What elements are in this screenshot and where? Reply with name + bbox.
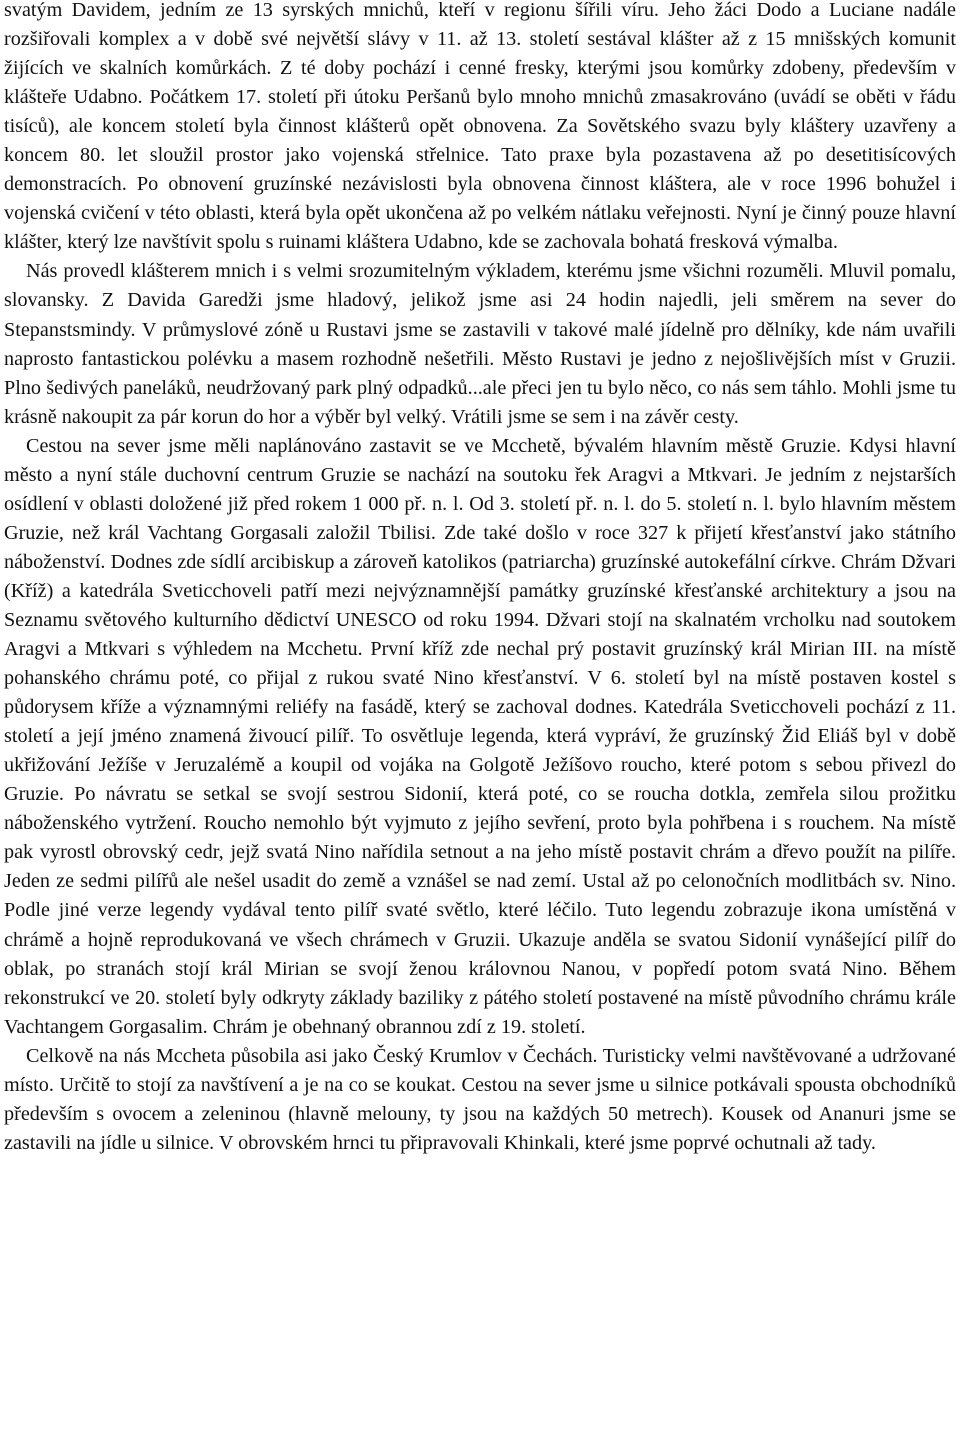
document-page: [4, 0, 956, 1158]
paragraph-mtskheta: Cestou na sever jsme měli naplánováno zastavit se ve Mcchetě, bývalém hlavním městě Gruzie. Kdysi hlavní město a nyní stále duchovní centrum Gruzie se nachází na soutoku řek Aragvi a Mtkvari. Je jedním z nejstarších osídlení v oblasti doložené již před rokem 1 000 př. n. l. Od 3. století př. n. l. do 5. století n. l. bylo hlavním městem Gruzie, než král Vachtang Gorgasali založil Tbilisi. Zde také došlo v roce 327 k přijetí křesťanství jako státního náboženství. Dodnes zde sídlí arcibiskup a zároveň katolikos (patriarcha) gruzínské autokefální církve. Chrám Džvari (Kříž) a katedrála Sveticchoveli patří mezi nejvýznamnější památky gruzínské křesťanské architektury a jsou na Seznamu světového kulturního dědictví UNESCO od roku 1994. Džvari stojí na skalnatém vrcholku nad soutokem Aragvi a Mtkvari s výhledem na Mcchetu. První kříž zde nechal prý postavit gruzínský král Mirian III. na místě pohanského chrámu poté, co přijal z rukou svaté Nino křesťanství. V 6. století byl na místě postaven kostel s půdorysem kříže a významnými reliéfy na fasádě, který se zachoval dodnes. Katedrála Sveticchoveli pochází z 11. století a její jméno znamená živoucí pilíř. To osvětluje legenda, která vypráví, že gruzínský Žid Eliáš byl v době ukřižování Ježíše v Jeruzalémě a koupil od vojáka na Golgotě Ježíšovo roucho, které potom s sebou přivezl do Gruzie. Po návratu se setkal se svojí sestrou Sidonií, která poté, co se roucha dotkla, zemřela silou prožitku náboženského vytržení. Roucho nemohlo být vyjmuto z jejího sevření, proto byla pohřbena i s rouchem. Na místě pak vyrostl obrovský cedr, jejž svatá Nino nařídila setnout a na jeho místě postavit chrám a dřevo použít na pilíře. Jeden ze sedmi pilířů ale nešel usadit do země a vznášel se nad zemí. Ustal až po celonočních modlitbách sv. Nino. Podle jiné verze legendy vydával tento pilíř svaté světlo, které léčilo. Tuto legendu zobrazuje ikona umístěná v chrámě a hojně reprodukovaná ve všech chrámech v Gruzii. Ukazuje anděla se svatou Sidonií vynášející pilíř do oblak, po stranách stojí král Mirian se svojí ženou královnou Nanou, v popředí potom svatá Nino. Během rekonstrukcí ve 20. století byly odkryty základy baziliky z pátého století postavené na místě původního chrámu krále Vachtangem Gorgasalim. Chrám je obehnaný obrannou zdí z 19. století.: [4, 434, 956, 1038]
paragraph-david-gareji-history: svatým Davidem, jedním ze 13 syrských mnichů, kteří v regionu šířili víru. Jeho žáci Dodo a Luciane nadále rozšiřovali komplex a v době své největší slávy v 11. až 13. století sestával klášter až z 15 mnišských komunit žijících ve skalních komůrkách. Z té doby pochází i cenné fresky, kterými jsou komůrky zdobeny, především v klášteře Udabno. Počátkem 17. století při útoku Peršanů bylo mnoho mnichů zmasakrováno (uvádí se oběti v řádu tisíců), ale koncem století byla činnost klášterů opět obnovena. Za Sovětského svazu byly kláštery uzavřeny a koncem 80. let sloužil prostor jako vojenská střelnice. Tato praxe byla pozastavena až po desetitisícových demonstracích. Po obnovení gruzínské nezávislosti byla obnovena činnost kláštera, ale v roce 1996 bohužel i vojenská cvičení v této oblasti, která byla opět ukončena až po velkém nátlaku veřejnosti. Nyní je činný pouze hlavní klášter, který lze navštívit spolu s ruinami kláštera Udabno, kde se zachovala bohatá fresková výmalba.: [4, 0, 956, 254]
paragraph-monastery-tour: Nás provedl klášterem mnich i s velmi srozumitelným výkladem, kterému jsme všichni rozuměli. Mluvil pomalu, slovansky. Z Davida Garedži jsme hladový, jelikož jsme asi 24 hodin najedli, jeli směrem na sever do Stepanstsmindy. V průmyslové zóně u Rustavi jsme se zastavili v takové malé jídelně pro dělníky, kde nám uvařili naprosto fantastickou polévku a masem rozhodně nešetřili. Město Rustavi je jedno z nejošlivějších míst v Gruzii. Plno šedivých paneláků, neudržovaný park plný odpadků...ale přeci jen tu bylo něco, co nás sem táhlo. Mohli jsme tu krásně nakoupit za pár korun do hor a výběr byl velký. Vrátili jsme se sem i na závěr cesty.: [4, 260, 956, 428]
paragraph-mtskheta-impression: Celkově na nás Mccheta působila asi jako Český Krumlov v Čechách. Turisticky velmi navštěvované a udržované místo. Určitě to stojí za navštívení a je na co se koukat. Cestou na sever jsme u silnice potkávali spousta obchodníků především s ovocem a zeleninou (hlavně melouny, ty jsou na každých 50 metrech). Kousek od Ananuri jsme se zastavili na jídle u silnice. V obrovském hrnci tu připravovali Khinkali, které jsme poprvé ochutnali až tady.: [4, 1044, 956, 1154]
